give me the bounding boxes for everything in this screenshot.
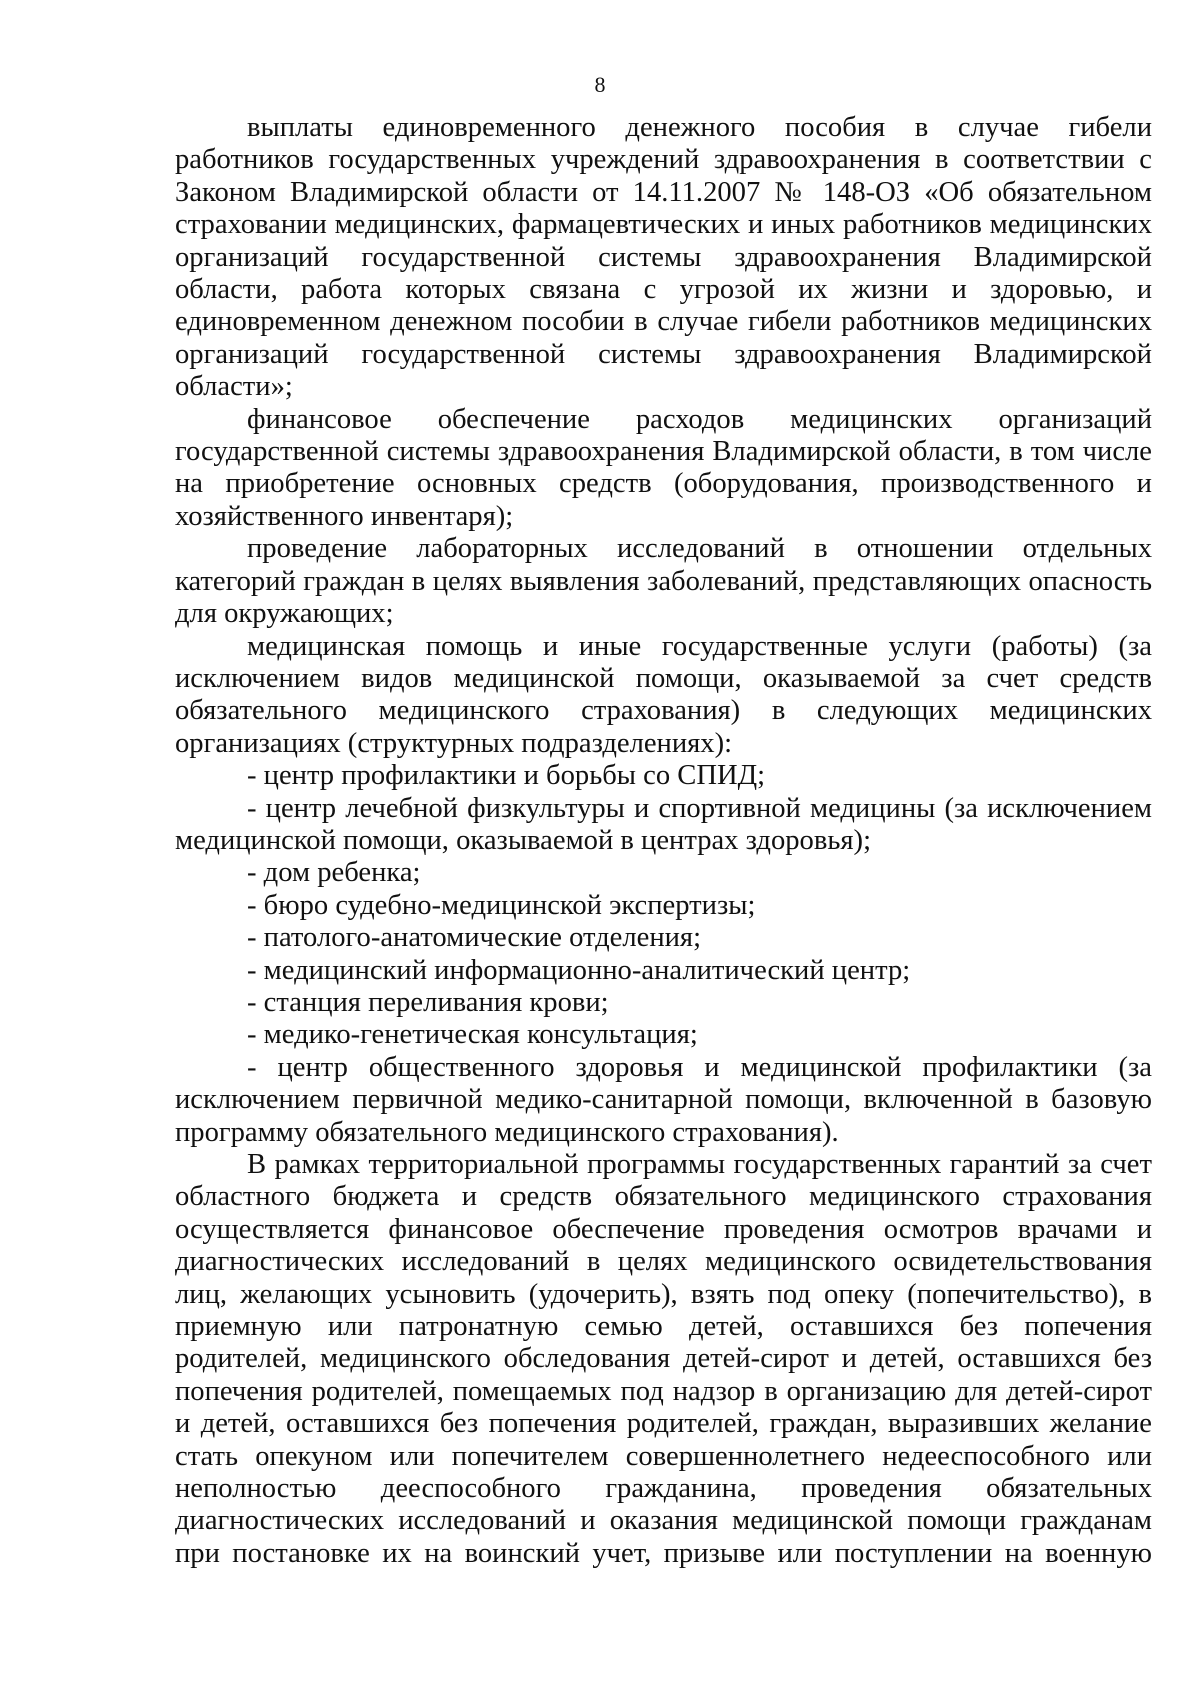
paragraph-financial-support: финансовое обеспечение расходов медицинских организаций государственной системы здравоохранения Владимирской области, в том числе на приобретение основных средств (оборудования, производственного и хозяйственного инвентаря); <box>175 403 1152 532</box>
paragraph-territorial-program: В рамках территориальной программы государственных гарантий за счет областного бюджета и средств обязательного медицинского страхования осуществляется финансовое обеспечение проведения осмотров врачами и диагностических исследований в целях медицинского освидетельствования лиц, желающих усыновить (удочерить), взять под опеку (попечительство), в приемную или патронатную семью детей, оставшихся без попечения родителей, медицинского обследования детей-сирот и детей, оставшихся без попечения родителей, помещаемых под надзор в организацию для детей-сирот и детей, оставшихся без попечения родителей, граждан, выразивших желание стать опекуном или попечителем совершеннолетнего недееспособного или неполностью дееспособного гражданина, проведения обязательных диагностических исследований и оказания медицинской помощи гражданам при постановке их на воинский учет, призыве или поступлении на военную <box>175 1149 1152 1569</box>
list-item-public-health-center: - центр общественного здоровья и медицинской профилактики (за исключением первичной медико-санитарной помощи, включенной в базовую программу обязательного медицинского страхования). <box>175 1051 1152 1148</box>
list-item-childrens-home: - дом ребенка; <box>247 857 421 889</box>
document-body <box>175 112 1152 1570</box>
list-item-physical-therapy-center: - центр лечебной физкультуры и спортивной медицины (за исключением медицинской помощи, оказываемой в центрах здоровья); <box>175 792 1152 856</box>
paragraph-laboratory-research: проведение лабораторных исследований в отношении отдельных категорий граждан в целях выявления заболеваний, представляющих опасность для окружающих; <box>175 533 1152 630</box>
paragraph-payment-allowance: выплаты единовременного денежного пособия в случае гибели работников государственных учреждений здравоохранения в соответствии с Законом Владимирской области от 14.11.2007 № 148-ОЗ «Об обязательном страховании медицинских, фармацевтических и иных работников медицинских организаций государственной системы здравоохранения Владимирской области, работа которых связана с угрозой их жизни и здоровью, и единовременном денежном пособии в случае гибели работников медицинских организаций государственной системы здравоохранения Владимирской области»; <box>175 112 1152 403</box>
list-item-medical-info-center: - медицинский информационно-аналитический центр; <box>247 954 911 986</box>
page-number: 8 <box>594 72 606 97</box>
list-item-blood-station: - станция переливания крови; <box>247 986 609 1018</box>
list-item-aids-center: - центр профилактики и борьбы со СПИД; <box>247 760 766 792</box>
list-item-forensic-bureau: - бюро судебно-медицинской экспертизы; <box>247 889 756 921</box>
list-item-genetic-consultation: - медико-генетическая консультация; <box>247 1019 698 1051</box>
list-item-pathology-departments: - патолого-анатомические отделения; <box>247 922 702 954</box>
paragraph-medical-help: медицинская помощь и иные государственные услуги (работы) (за исключением видов медицинской помощи, оказываемой за счет средств обязательного медицинского страхования) в следующих медицинских организациях (структурных подразделениях): <box>175 630 1152 759</box>
